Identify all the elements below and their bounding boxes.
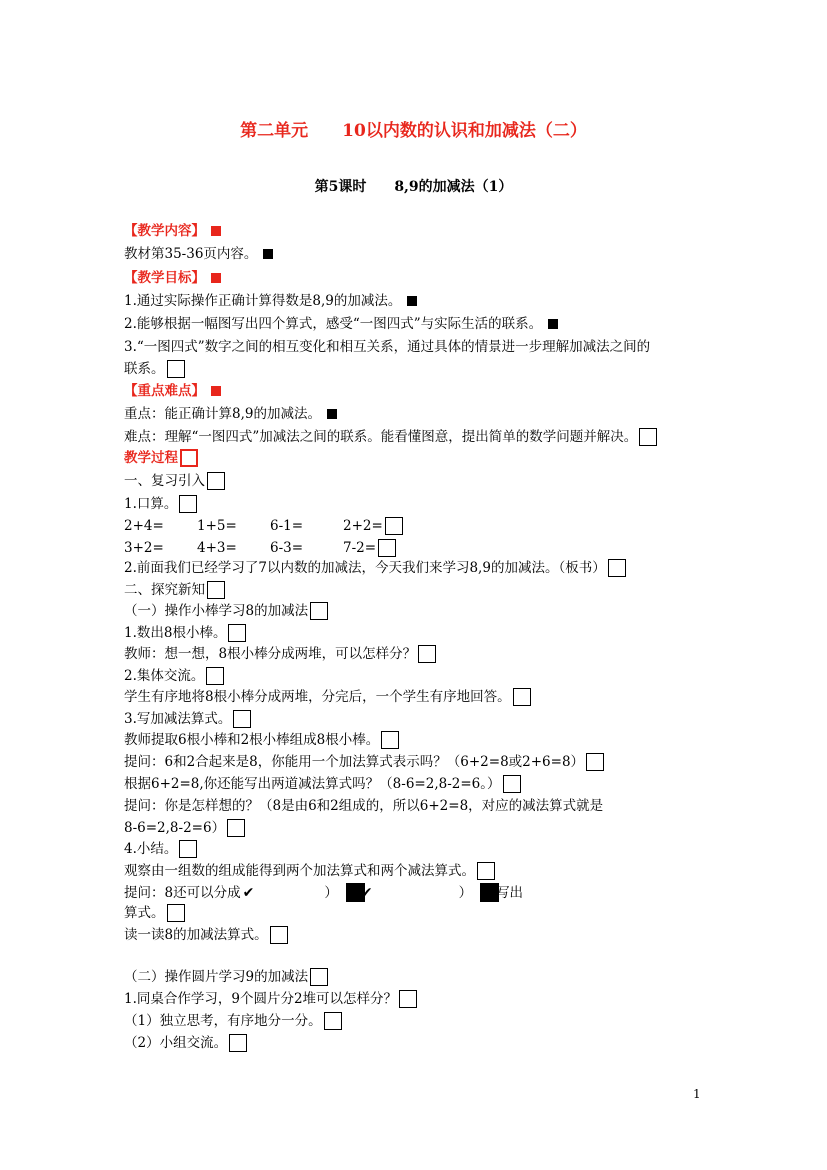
text-line	[124, 624, 246, 642]
text-line	[124, 405, 337, 423]
line-text: 算式。	[124, 905, 165, 921]
check-icon: ✔	[360, 885, 373, 901]
text-line	[124, 904, 185, 922]
checkbox-icon	[477, 862, 495, 880]
line-text: 1.通过实际操作正确计算得数是8,9的加减法。	[124, 293, 402, 309]
line-text: 1.口算。	[124, 496, 178, 512]
line-text: 8-6=2,8-2=6）	[124, 820, 226, 836]
text-line	[124, 602, 328, 620]
checkbox-icon	[207, 581, 225, 599]
checkbox-icon	[310, 968, 328, 986]
checkbox-icon	[639, 428, 657, 446]
question-tail: 写出	[496, 885, 524, 901]
square-marker-icon	[211, 273, 221, 283]
oral-calc-item	[343, 539, 396, 557]
line-text: （1）独立思考，有序地分一分。	[124, 1013, 322, 1029]
line-text: 一、复习引入	[124, 473, 205, 489]
checkbox-icon	[381, 731, 399, 749]
line-text: 根据6+2=8,你还能写出两道减法算式吗？（8-6=2,8-2=6。）	[124, 776, 501, 792]
line-text: 联系。	[124, 361, 165, 377]
line-text: 3.“一图四式”数字之间的相互变化和相互关系，通过具体的情景进一步理解加减法之间的	[124, 339, 651, 355]
checkbox-icon	[310, 602, 328, 620]
line-text: 提问：6和2合起来是8，你能用一个加法算式表示吗？（6+2=8或2+6=8）	[124, 754, 585, 770]
square-marker-icon	[263, 249, 273, 259]
line-text: （二）操作圆片学习9的加减法	[124, 969, 309, 985]
oral-calc-text: 2+4=	[124, 518, 164, 534]
line-text: 【教学内容】	[124, 223, 205, 239]
oral-calc-item	[124, 517, 164, 535]
checkbox-icon	[207, 472, 225, 490]
section-heading	[124, 382, 221, 400]
oral-calc-text: 6-1=	[270, 518, 304, 534]
text-line	[124, 968, 328, 986]
text-line	[124, 1034, 247, 1052]
line-text: 4.小结。	[124, 841, 178, 857]
text-line	[124, 819, 245, 837]
oral-calc-text: 1+5=	[197, 518, 237, 534]
oral-calc-item	[197, 539, 237, 557]
text-line	[124, 428, 657, 446]
text-line	[124, 688, 531, 706]
checkbox-icon	[167, 360, 185, 378]
line-text: 【重点难点】	[124, 383, 205, 399]
checkbox-icon	[179, 495, 197, 513]
checkbox-icon	[180, 449, 198, 467]
checkbox-icon	[229, 1034, 247, 1052]
lesson-title: 第5课时 8,9的加减法（1）	[314, 179, 513, 195]
checkbox-icon	[503, 775, 521, 793]
text-line	[124, 315, 558, 333]
line-text: 观察由一组数的组成能得到两个加法算式和两个减法算式。	[124, 863, 475, 879]
square-marker-icon	[407, 296, 417, 306]
square-marker-icon	[211, 226, 221, 236]
checkbox-icon	[206, 667, 224, 685]
checkbox-icon	[378, 539, 396, 557]
square-marker-icon	[211, 386, 221, 396]
close-paren: ）	[458, 885, 473, 901]
text-line	[124, 840, 197, 858]
line-text: 教学过程	[124, 450, 178, 466]
oral-calc-text: 2+2=	[343, 518, 383, 534]
line-text: 学生有序地将8根小棒分成两堆，分完后，一个学生有序地回答。	[124, 689, 511, 705]
text-line	[124, 559, 626, 577]
text-line	[124, 710, 251, 728]
checkbox-icon	[418, 645, 436, 663]
checkbox-icon	[228, 624, 246, 642]
unit-title: 第二单元 10以内数的认识和加减法（二）	[240, 121, 587, 141]
section-heading	[124, 269, 221, 287]
line-text: （一）操作小棒学习8的加减法	[124, 603, 309, 619]
oral-calc-item	[124, 539, 164, 557]
text-line	[124, 990, 417, 1008]
text-line	[124, 926, 288, 944]
question-line	[124, 883, 523, 902]
text-line	[124, 775, 521, 793]
text-line	[124, 862, 495, 880]
oral-calc-text: 6-3=	[270, 540, 304, 556]
page-number: 1	[693, 1087, 701, 1101]
oral-calc-item	[270, 539, 303, 557]
text-line	[124, 360, 185, 378]
section-heading	[124, 222, 221, 240]
oral-calc-text: 7-2=	[343, 540, 377, 556]
line-text: 二、探究新知	[124, 582, 205, 598]
oral-calc-item	[343, 517, 403, 535]
line-text: 读一读8的加减法算式。	[124, 927, 268, 943]
text-line	[124, 472, 225, 490]
line-text: 2.能够根据一幅图写出四个算式，感受“一图四式”与实际生活的联系。	[124, 316, 543, 332]
oral-calc-text: 4+3=	[197, 540, 237, 556]
close-paren: ）	[324, 885, 338, 901]
line-text: 1.数出8根小棒。	[124, 625, 227, 641]
text-line	[124, 645, 436, 663]
line-text: 1.同桌合作学习，9个圆片分2堆可以怎样分？	[124, 991, 398, 1007]
checkbox-icon	[167, 904, 185, 922]
line-text: 重点：能正确计算8,9的加减法。	[124, 406, 321, 422]
checkbox-icon	[227, 819, 245, 837]
line-text: （2）小组交流。	[124, 1035, 228, 1051]
checkbox-icon	[233, 710, 251, 728]
line-text: 【教学目标】	[124, 270, 205, 286]
oral-calc-text: 3+2=	[124, 540, 164, 556]
checkbox-icon	[179, 840, 197, 858]
text-line	[124, 292, 417, 310]
text-line	[124, 667, 224, 685]
checkbox-icon	[586, 753, 604, 771]
text-line	[124, 495, 197, 513]
checkbox-icon	[324, 1012, 342, 1030]
text-line	[124, 581, 225, 599]
checkbox-icon	[608, 559, 626, 577]
line-text: 教师：想一想，8根小棒分成两堆，可以怎样分？	[124, 646, 417, 662]
checkbox-icon	[270, 926, 288, 944]
line-text: 教师提取6根小棒和2根小棒组成8根小棒。	[124, 732, 380, 748]
checkbox-icon	[399, 990, 417, 1008]
line-text: 2.集体交流。	[124, 668, 205, 684]
line-text: 3.写加减法算式。	[124, 711, 232, 727]
text-line	[124, 731, 399, 749]
text-line	[124, 338, 650, 356]
text-line	[124, 245, 273, 263]
check-icon: ✔	[242, 885, 255, 901]
text-line	[124, 797, 603, 815]
line-text: 提问：你是怎样想的？（8是由6和2组成的，所以6+2=8，对应的减法算式就是	[124, 798, 604, 814]
square-marker-icon	[548, 319, 558, 329]
line-text: 难点：理解“一图四式”加减法之间的联系。能看懂图意，提出简单的数学问题并解决。	[124, 429, 638, 445]
text-line	[124, 1012, 342, 1030]
line-text: 2.前面我们已经学习了7以内数的加减法，今天我们来学习8,9的加减法。（板书）	[124, 560, 606, 576]
line-text: 教材第35-36页内容。	[124, 246, 258, 262]
section-heading	[124, 449, 198, 467]
text-line	[124, 753, 604, 771]
oral-calc-item	[197, 517, 237, 535]
checkbox-icon	[385, 517, 403, 535]
checkbox-icon	[513, 688, 531, 706]
square-marker-icon	[327, 409, 337, 419]
question-text: 提问：8还可以分成	[124, 885, 241, 901]
oral-calc-item	[270, 517, 303, 535]
